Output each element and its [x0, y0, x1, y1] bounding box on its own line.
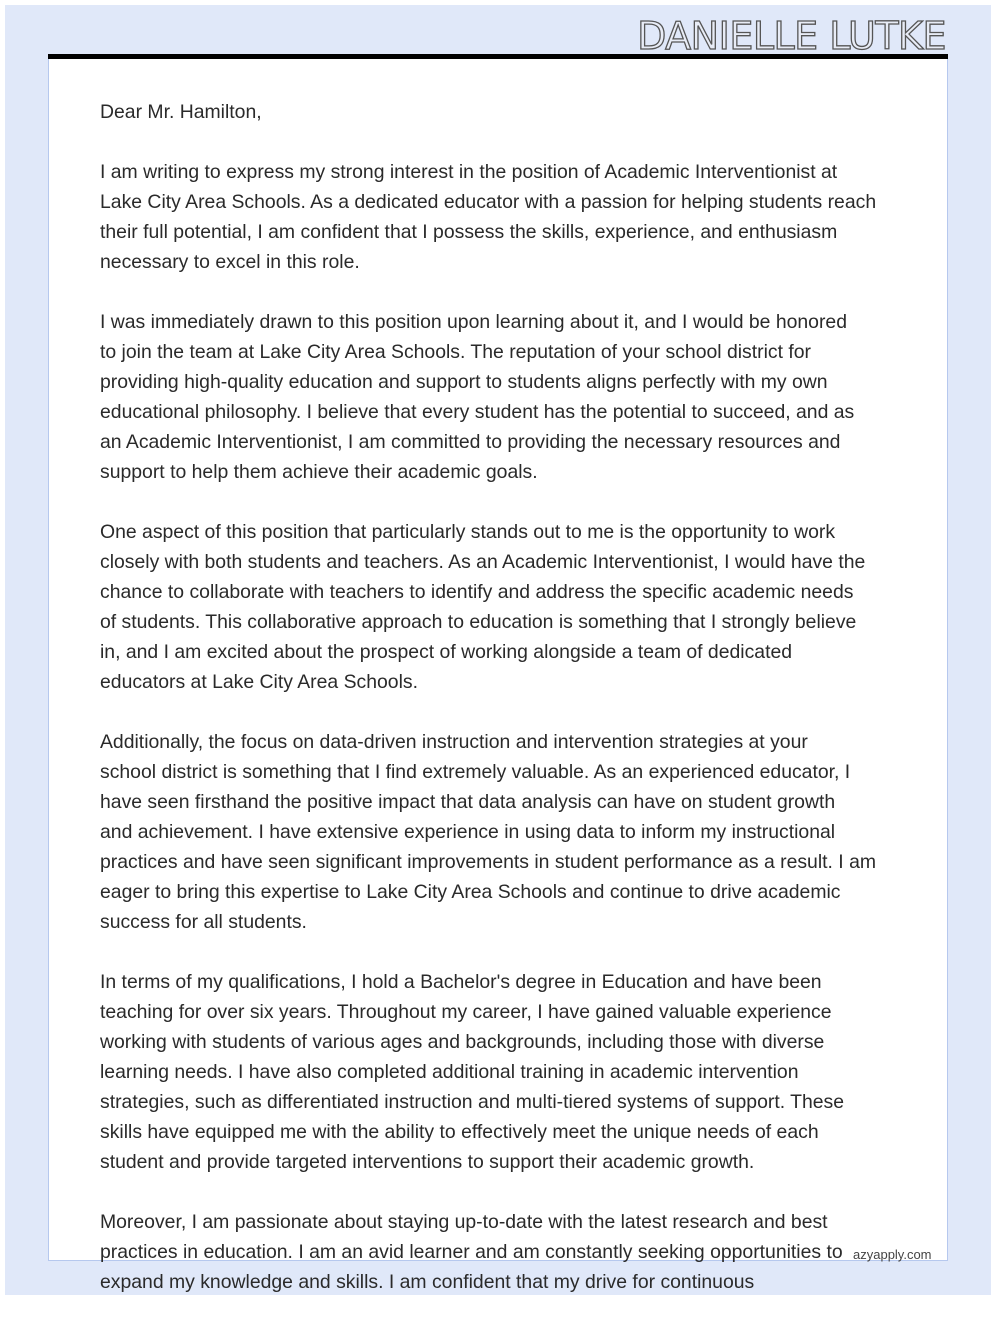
watermark: azyapply.com	[853, 1247, 932, 1262]
paragraph-line: providing high-quality education and support to students aligns perfectly with my own	[100, 371, 828, 393]
paragraph-line: practices and have seen significant improvements in student performance as a result. I am	[100, 851, 877, 873]
letter-paragraph	[100, 157, 920, 277]
paragraph-line: educational philosophy. I believe that every student has the potential to succeed, and as	[100, 401, 855, 423]
paragraph-line: an Academic Interventionist, I am committed to providing the necessary resources and	[100, 431, 841, 453]
paragraph-line: school district is something that I find extremely valuable. As an experienced educator, I	[100, 761, 851, 783]
paragraph-line: expand my knowledge and skills. I am confident that my drive for continuous	[100, 1271, 755, 1293]
letter-paragraph	[100, 1207, 920, 1297]
paragraph-line: strategies, such as differentiated instruction and multi-tiered systems of support. These	[100, 1091, 845, 1113]
letter-paragraph	[100, 517, 920, 697]
paragraph-line: eager to bring this expertise to Lake City Area Schools and continue to drive academic	[100, 881, 841, 903]
paragraph-line: practices in education. I am an avid learner and am constantly seeking opportunities to	[100, 1241, 843, 1263]
paragraph-line: teaching for over six years. Throughout my career, I have gained valuable experience	[100, 1001, 832, 1023]
letter-paragraph	[100, 727, 920, 937]
paragraph-line: their full potential, I am confident that I possess the skills, experience, and enthusiasm	[100, 221, 838, 243]
paragraph-line: of students. This collaborative approach to education is something that I strongly believe	[100, 611, 857, 633]
paragraph-line: Lake City Area Schools. As a dedicated educator with a passion for helping students reach	[100, 191, 877, 213]
paragraph-line: to join the team at Lake City Area Schools. The reputation of your school district for	[100, 341, 812, 363]
paragraph-line: in, and I am excited about the prospect of working alongside a team of dedicated	[100, 641, 793, 663]
paragraph-line: In terms of my qualifications, I hold a Bachelor's degree in Education and have been	[100, 971, 822, 993]
letter-paragraph	[100, 967, 920, 1177]
paragraph-line: have seen firsthand the positive impact that data analysis can have on student growth	[100, 791, 836, 813]
salutation: Dear Mr. Hamilton,	[100, 101, 262, 123]
paragraph-line: learning needs. I have also completed additional training in academic intervention	[100, 1061, 799, 1083]
letter-paragraph	[100, 307, 920, 487]
paragraph-line: success for all students.	[100, 911, 307, 933]
paragraph-line: student and provide targeted interventions to support their academic growth.	[100, 1151, 755, 1173]
paragraph-line: support to help them achieve their academic goals.	[100, 461, 538, 483]
paragraph-line: One aspect of this position that particularly stands out to me is the opportunity to work	[100, 521, 836, 543]
paragraph-line: and achievement. I have extensive experience in using data to inform my instructional	[100, 821, 836, 843]
letter-body	[100, 97, 920, 1327]
paragraph-line: educators at Lake City Area Schools.	[100, 671, 418, 693]
paragraph-line: I was immediately drawn to this position upon learning about it, and I would be honored	[100, 311, 847, 333]
paragraph-line: Moreover, I am passionate about staying up-to-date with the latest research and best	[100, 1211, 828, 1233]
paragraph-line: necessary to excel in this role.	[100, 251, 360, 273]
paragraph-line: working with students of various ages and backgrounds, including those with diverse	[100, 1031, 825, 1053]
paragraph-line: Additionally, the focus on data-driven instruction and intervention strategies at your	[100, 731, 808, 753]
paragraph-line: chance to collaborate with teachers to identify and address the specific academic needs	[100, 581, 854, 603]
paragraph-line: skills have equipped me with the ability to effectively meet the unique needs of each	[100, 1121, 819, 1143]
paragraph-line: I am writing to express my strong interest in the position of Academic Interventionist at	[100, 161, 838, 183]
paragraph-line: closely with both students and teachers. As an Academic Interventionist, I would have the	[100, 551, 866, 573]
applicant-name: DANIELLE LUTKE	[637, 14, 946, 58]
